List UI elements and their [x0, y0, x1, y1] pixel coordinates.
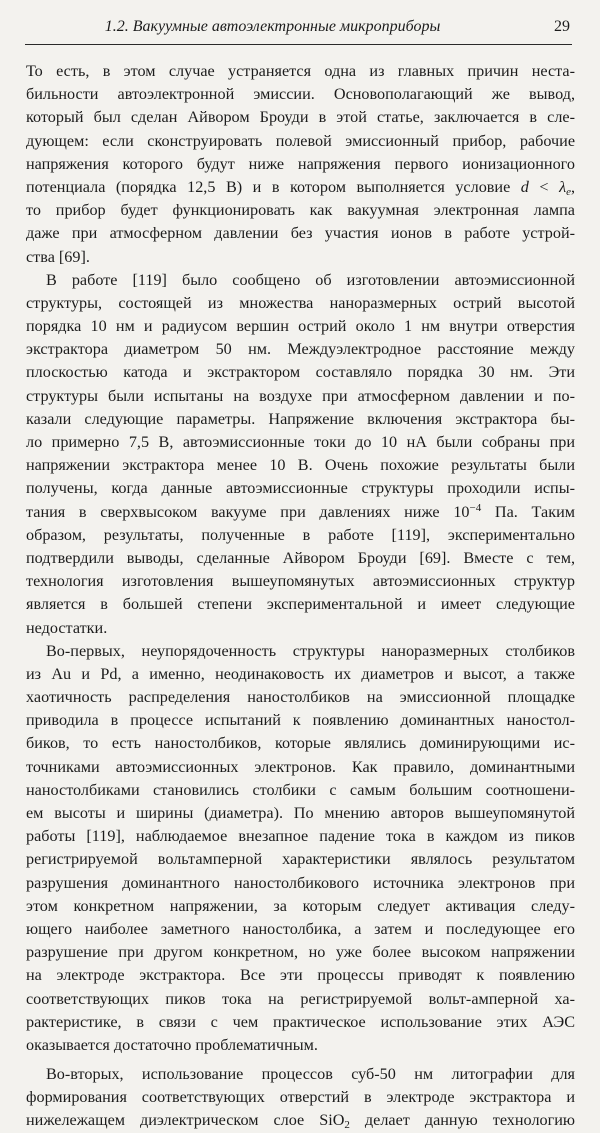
text-line: оказывается достаточно проблематичным.: [26, 1035, 318, 1054]
math-variable-d: d: [520, 177, 529, 196]
text-line: Во-первых, неупорядоченность структуры наноразмерных столбиков: [46, 641, 575, 660]
text-line: на электроде экстрактора. Все эти процессы приводят к появлению: [26, 966, 575, 985]
subscript-e: e: [566, 185, 571, 198]
paragraph: [26, 60, 575, 269]
text-line: плоскостью катода и экстрактором составляло порядка 30 нм. Эти: [26, 363, 575, 382]
text-line: хаотичность распределения наностолбиков на эмиссионной площадке: [26, 688, 575, 707]
text-line-with-formula: [26, 1109, 575, 1132]
text-line: То есть, в этом случае устраняется одна из главных причин неста-: [26, 62, 575, 80]
text-line: приводила в процессе испытаний к появлению доминантных наностол-: [26, 711, 575, 730]
text-line: этом конкретном напряжении, за которым следует активация следу-: [26, 896, 575, 915]
less-than-sign: <: [539, 177, 549, 196]
text-line: напряжения которого будут ниже напряжения первого ионизационного: [26, 154, 575, 173]
text-line: образом, результаты, полученные в работе [119], экспериментально: [26, 525, 575, 544]
text-line: ства [69].: [26, 247, 90, 266]
text-line: то прибор будет функционировать как вакуумная электронная лампа: [26, 201, 575, 220]
text-line: казали следующие параметры. Напряжение включения экстрактора бы-: [26, 409, 575, 428]
text-line: Во-вторых, использование процессов суб-50 нм литографии для: [46, 1065, 575, 1084]
pressure-base: 10: [453, 502, 470, 521]
text-line: структуры были испытаны на воздухе при атмосферном давлении и по-: [26, 386, 575, 405]
comma: ,: [570, 177, 576, 196]
formula-base: SiO: [319, 1111, 345, 1130]
text-run: нижележащем диэлектрическом слое: [26, 1111, 305, 1130]
text-line: порядка 10 нм и радиусом вершин острий около 1 нм внутри отверстия: [26, 317, 575, 336]
page-number: 29: [554, 18, 570, 35]
text-line: напряжении экстрактора менее 10 В. Очень похожие результаты были: [26, 456, 575, 475]
text-line: даже при атмосферном давлении без участия ионов в работе устрой-: [26, 224, 575, 243]
text-line-with-formula: [26, 501, 575, 524]
text-line: структуры, состоящей из множества наноразмерных острий высотой: [26, 293, 575, 312]
main-text: [26, 60, 575, 1133]
text-line: ло примерно 7,5 В, автоэмиссионные токи до 10 нА были собраны при: [26, 433, 575, 451]
paragraph: [26, 1063, 575, 1133]
text-run: потенциала (порядка 12,5 В) и в котором выполняется условие: [26, 177, 511, 196]
text-line: соответствующих пиков тока на регистрируемой вольт-амперной ха-: [26, 989, 575, 1008]
text-line: получены, когда данные автоэмиссионные структуры проходили испы-: [26, 479, 575, 498]
text-line: работы [119], наблюдаемое внезапное падение тока в каждом из пиков: [26, 827, 575, 846]
text-line: регистрируемой вольтамперной характеристики являлось результатом: [26, 850, 575, 869]
math-lambda: [559, 178, 571, 196]
text-line: разрушения доминантного наностолбикового источника электронов при: [26, 873, 575, 892]
text-line: дующем: если сконструировать полевой эмиссионный прибор, рабочие: [26, 131, 575, 150]
section-title: 1.2. Вакуумные автоэлектронные микроприборы: [104, 18, 441, 35]
text-line-with-formula: [26, 176, 575, 199]
text-line: ем высоты и ширины (диаметра). По мнению авторов вышеупомянутой: [26, 804, 575, 822]
paragraph: [26, 640, 575, 1057]
text-line: является в большей степени экспериментальной и имеет следующие: [26, 595, 575, 614]
paragraph: [26, 269, 575, 640]
text-line: разрушение при другом конкретном, но уже более высоком напряжении: [26, 943, 575, 962]
text-run: Па. Таким: [481, 502, 575, 521]
text-line: технология изготовления вышеупомянутых автоэмиссионных структур: [26, 572, 575, 591]
text-line: из Au и Pd, а именно, неодинаковость их диаметров и высот, а также: [26, 664, 575, 683]
text-line: точниками автоэмиссионных электронов. Как правило, доминантными: [26, 757, 575, 776]
text-line: рактеристике, в связи с чем практическое использование этих АЭС: [26, 1012, 575, 1031]
running-header: [25, 16, 572, 45]
pressure-exponent: −4: [469, 501, 482, 514]
text-line: В работе [119] было сообщено об изготовлении автоэмиссионной: [46, 270, 575, 289]
lambda-symbol: λ: [559, 177, 567, 196]
text-line: наностолбиками становились столбики с самым большим соотношени-: [26, 780, 575, 799]
text-line: который был сделан Айвором Броуди в этой статье, заключается в сле-: [26, 108, 575, 127]
text-line: подтвердили выводы, сделанные Айвором Броуди [69]. Вместе с тем,: [26, 548, 575, 567]
formula-subscript: 2: [344, 1119, 350, 1132]
text-line: недостатки.: [26, 618, 108, 637]
text-line: формирования соответствующих отверстий в электроде экстрактора и: [26, 1088, 575, 1107]
chemical-formula: [319, 1111, 350, 1132]
text-run: делает данную технологию: [364, 1111, 576, 1130]
text-run: тания в сверхвысоком вакууме при давлениях ниже: [26, 502, 440, 521]
text-line: бильности автоэлектронной эмиссии. Основополагающий же вывод,: [26, 85, 575, 104]
text-line: ющего наиболее заметного наностолбика, а затем и последующее его: [26, 919, 575, 938]
text-line: биков, то есть наностолбиков, которые являлись доминирующими ис-: [26, 734, 575, 753]
text-line: экстрактора диаметром 50 нм. Междуэлектродное расстояние между: [26, 340, 575, 359]
